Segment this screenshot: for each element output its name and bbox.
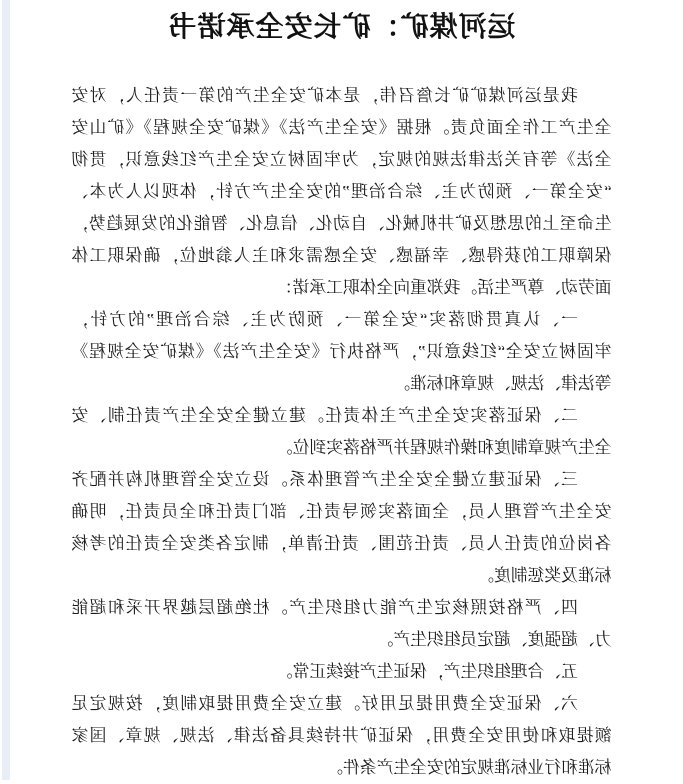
text-line: 三、保证建立健全安全生产管理体系。设立安全管理机构并配齐: [71, 470, 578, 489]
text-line: 标准及奖惩制度。: [477, 566, 612, 585]
text-line: 全生产工作全面负责。根据《安全生产法》《煤矿安全规程》《矿山安: [71, 118, 612, 137]
text-line: 六、保证安全费用提足用好。建立安全费用提取制度，按规定足: [71, 694, 578, 713]
text-line: 安全生产管理人员，全面落实领导责任、部门责任和全员责任，明确: [71, 502, 612, 521]
text-line: 生命至上的思想及矿井机械化、自动化、信息化、智能化的发展趋势，: [71, 214, 612, 233]
text-line: 额提取和使用安全费用，保证矿井持续具备法律、法规、规章、国家: [71, 726, 612, 745]
text-line: 全生产规章制度和操作规程并严格落实到位。: [275, 438, 612, 457]
text-line: 标准和行业标准规定的安全生产条件。: [326, 758, 612, 777]
text-line: 一、认真贯彻落实“安全第一、预防为主、综合治理”的方针，: [71, 310, 578, 329]
text-line: 保障职工的获得感、幸福感、安全感需求和主人翁地位，确保职工体: [71, 246, 612, 265]
text-line: “安全第一、预防为主、综合治理”的安全生产方针，体现以人为本、: [71, 182, 612, 201]
text-line: 力、超强度、超定员组织生产。: [376, 630, 612, 649]
text-line: 二、保证落实安全生产主体责任。建立健全安全生产责任制、安: [71, 406, 578, 425]
text-line: 五、合理组织生产，保证生产接续正常。: [275, 662, 578, 681]
document-title: 运河煤矿：矿长安全承诺书: [167, 12, 516, 43]
text-line: 面劳动、尊严生活。我郑重向全体职工承诺：: [275, 278, 612, 297]
text-line: 我是运河煤矿矿长詹召伟，是本矿安全生产的第一责任人，对安: [71, 86, 578, 105]
text-line: 牢固树立安全“红线意识”，严格执行《安全生产法》《煤矿安全规程》: [71, 342, 612, 361]
document-body: [72, 80, 612, 784]
text-line: 四、严格按照核定生产能力组织生产。杜绝超层越界开采和超能: [71, 598, 578, 617]
text-line: 全法》等有关法律法规的规定，为牢固树立安全生产红线意识，贯彻: [71, 150, 612, 169]
text-line: 各岗位的责任人员、责任范围、责任清单，制定各类安全责任的考核: [71, 534, 612, 553]
text-line: 等法律、法规、规章和标准。: [393, 374, 612, 393]
